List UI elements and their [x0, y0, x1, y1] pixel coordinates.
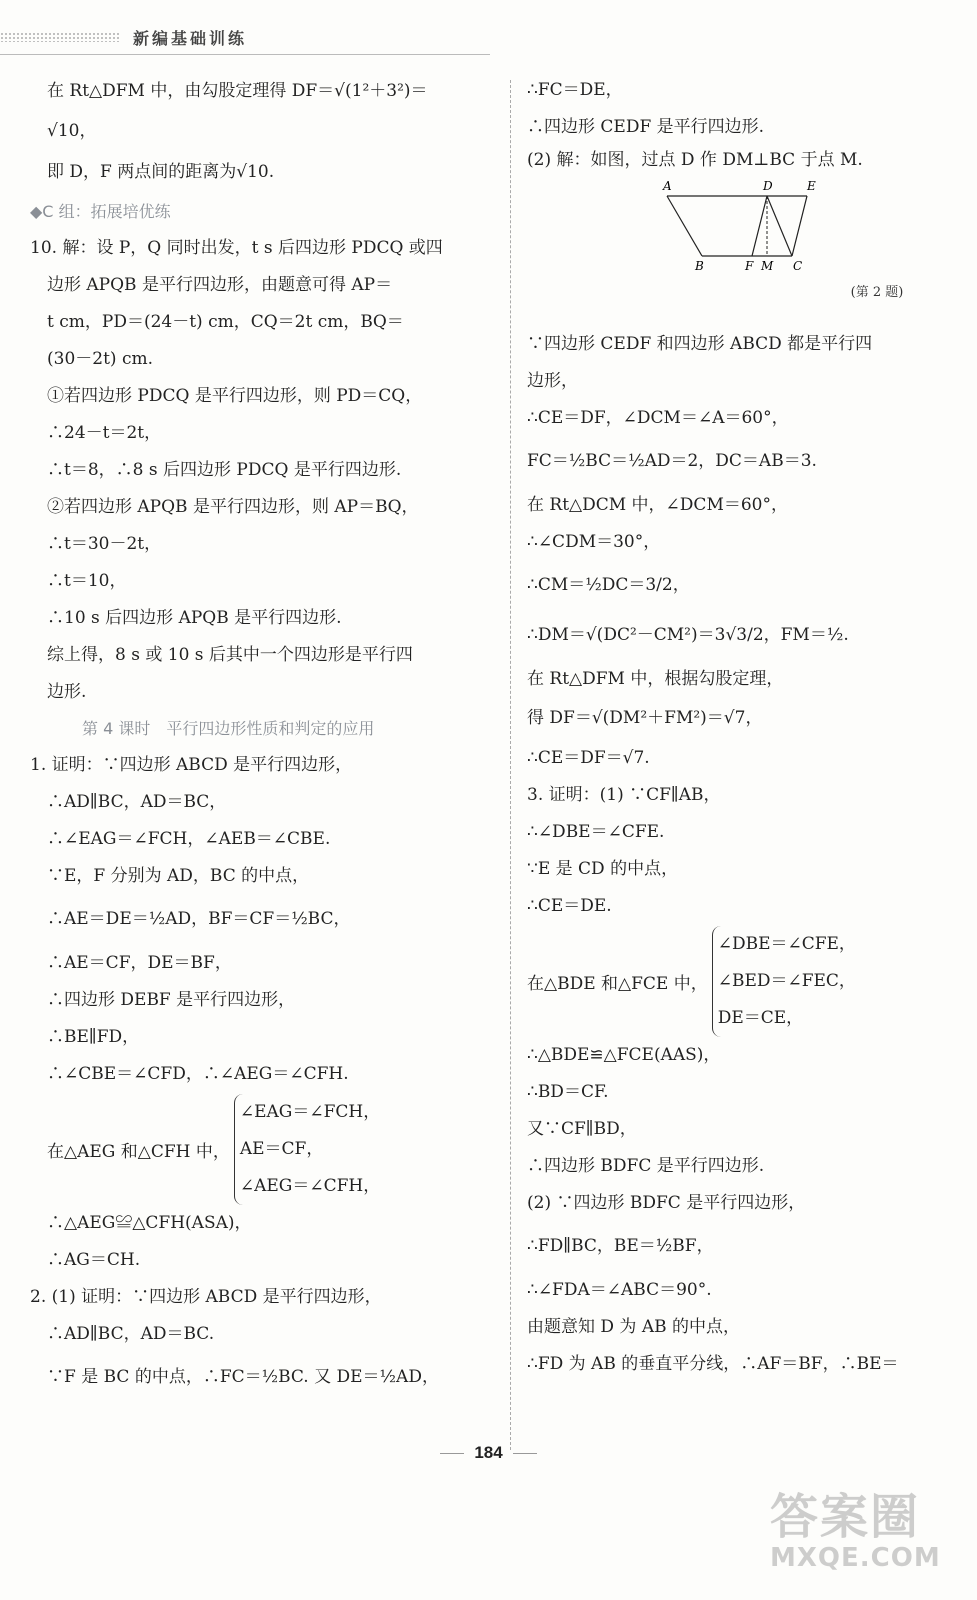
text-line: (2) ∵四边形 BDFC 是平行四边形，	[527, 1192, 806, 1213]
series-title: 新编基础训练	[133, 29, 248, 48]
text-line: 10. 解：设 P，Q 同时出发，t s 后四边形 PDCQ 或四	[30, 237, 443, 258]
figure-caption: (第 2 题)	[850, 285, 904, 300]
section-heading: ◆C 组：拓展培优练	[30, 202, 171, 221]
right-column	[527, 72, 957, 1383]
text-line: ∵E 是 CD 的中点，	[527, 858, 679, 879]
text-line: ∴t＝30－2t，	[30, 533, 162, 554]
text-line: ∴BE∥FD，	[30, 1026, 140, 1047]
brace-line: ∠EAG＝∠FCH，	[239, 1101, 381, 1122]
header-rule	[0, 54, 490, 55]
brace-line: ∠DBE＝∠CFE，	[717, 933, 856, 954]
text-line: ∵E，F 分别为 AD，BC 的中点，	[30, 865, 310, 886]
brace-system	[527, 925, 957, 1037]
figure-label-M: M	[761, 259, 774, 273]
lesson-heading: 第 4 课时 平行四边形性质和判定的应用	[82, 719, 375, 738]
column-divider	[510, 80, 511, 1450]
edge-DF	[752, 196, 767, 256]
text-line: ∴CE＝DE.	[527, 895, 612, 916]
text-line: 综上得，8 s 或 10 s 后其中一个四边形是平行四	[30, 644, 413, 665]
brace-line: ∠BED＝∠FEC，	[717, 970, 856, 991]
text-line: ∴∠CBE＝∠CFD，∴∠AEG＝∠CFH.	[30, 1063, 349, 1084]
figure-label-E: E	[807, 179, 816, 193]
brace-line: DE＝CE，	[717, 1007, 804, 1028]
text-line: ∵F 是 BC 的中点，∴FC＝½BC. 又 DE＝½AD，	[30, 1367, 439, 1388]
text-line: ①若四边形 PDCQ 是平行四边形，则 PD＝CQ，	[30, 385, 423, 406]
text-line: ∴FD 为 AB 的垂直平分线，∴AF＝BF，∴BE＝	[527, 1353, 899, 1374]
header-dots	[0, 32, 120, 42]
text-line: ∴四边形 DEBF 是平行四边形，	[30, 989, 296, 1010]
text-line: ∴△BDE≌△FCE(AAS)，	[527, 1044, 721, 1065]
text-line: 3. 证明：(1) ∵CF∥AB，	[527, 784, 721, 805]
text-line: ∴AE＝CF，DE＝BF，	[30, 952, 232, 973]
watermark-brand: 答案圈	[770, 1489, 921, 1545]
page-header	[0, 22, 490, 52]
text-line: 边形，	[527, 370, 578, 391]
watermark-logo	[770, 1478, 970, 1593]
text-line: 边形 APQB 是平行四边形，由题意可得 AP＝	[30, 274, 393, 295]
brace-line: ∠AEG＝∠CFH，	[239, 1175, 381, 1196]
text-line: ∴FD∥BC，BE＝½BF，	[527, 1236, 714, 1257]
footer-dash-right	[513, 1453, 537, 1454]
text-line: ∴FC＝DE，	[527, 79, 623, 100]
text-line: ∴∠FDA＝∠ABC＝90°.	[527, 1279, 712, 1300]
text-line: ∵四边形 CEDF 和四边形 ABCD 都是平行四	[527, 333, 873, 354]
text-line: ∴AD∥BC，AD＝BC，	[30, 791, 227, 812]
text-line: ∴t＝10，	[30, 570, 127, 591]
text-line: ∴AG＝CH.	[30, 1249, 141, 1270]
brace-items	[712, 926, 856, 1037]
text-line: 由题意知 D 为 AB 的中点，	[527, 1316, 741, 1337]
figure-parallelogram	[657, 176, 957, 326]
page-footer	[0, 1443, 977, 1463]
text-line: ∴DM＝√(DC²－CM²)＝3√3/2，FM＝½.	[527, 625, 849, 646]
text-line: ∴BD＝CF.	[527, 1081, 609, 1102]
text-line: 得 DF＝√(DM²＋FM²)＝√7，	[527, 708, 763, 729]
text-line: ∴10 s 后四边形 APQB 是平行四边形.	[30, 607, 342, 628]
text-line: ∴∠DBE＝∠CFE.	[527, 821, 665, 842]
text-line: 边形.	[30, 681, 87, 702]
text-line: ∴CM＝½DC＝3/2，	[527, 575, 690, 596]
text-line: √10，	[30, 121, 97, 142]
text-line: ∴CE＝DF＝√7.	[527, 747, 650, 768]
edge-EC	[792, 196, 807, 256]
text-line: ∴CE＝DF，∠DCM＝∠A＝60°，	[527, 407, 789, 428]
brace-prefix: 在△AEG 和△CFH 中，	[30, 1141, 230, 1162]
footer-dash-left	[440, 1453, 464, 1454]
brace-system	[30, 1093, 490, 1205]
text-line: ②若四边形 APQB 是平行四边形，则 AP＝BQ，	[30, 496, 419, 517]
figure-label-D: D	[763, 179, 773, 193]
text-line: ∴24－t＝2t，	[30, 422, 162, 443]
text-line: ∴∠CDM＝30°，	[527, 531, 661, 552]
text-line: ∴∠EAG＝∠FCH，∠AEB＝∠CBE.	[30, 828, 331, 849]
figure-label-C: C	[793, 259, 803, 273]
text-line: (30－2t) cm.	[30, 348, 153, 369]
figure-label-B: B	[695, 259, 704, 273]
text-line: 在 Rt△DFM 中，根据勾股定理，	[527, 668, 784, 689]
brace-line: AE＝CF，	[239, 1138, 324, 1159]
brace-prefix: 在△BDE 和△FCE 中，	[527, 973, 708, 994]
text-line: (2) 解：如图，过点 D 作 DM⊥BC 于点 M.	[527, 150, 863, 171]
text-line: 在 Rt△DFM 中，由勾股定理得 DF＝√(1²＋3²)＝	[30, 81, 428, 102]
edge-DC	[767, 196, 792, 256]
left-column	[30, 72, 490, 1403]
text-line: ∴t＝8，∴8 s 后四边形 PDCQ 是平行四边形.	[30, 459, 402, 480]
text-line: 2. (1) 证明：∵四边形 ABCD 是平行四边形，	[30, 1286, 382, 1307]
text-line: ∴AD∥BC，AD＝BC.	[30, 1323, 215, 1344]
text-line: 在 Rt△DCM 中，∠DCM＝60°，	[527, 494, 788, 515]
text-line: 即 D，F 两点间的距离为√10.	[30, 162, 275, 183]
watermark-url: MXQE.COM	[770, 1543, 941, 1573]
text-line: ∴四边形 BDFC 是平行四边形.	[527, 1155, 765, 1176]
figure-label-F: F	[745, 259, 754, 273]
text-line: ∴AE＝DE＝½AD，BF＝CF＝½BC，	[30, 909, 351, 930]
edge-AB	[667, 196, 702, 256]
brace-items	[234, 1094, 380, 1205]
text-line: t cm，PD＝(24－t) cm，CQ＝2t cm，BQ＝	[30, 311, 404, 332]
text-line: 又∵CF∥BD，	[527, 1118, 637, 1139]
text-line: FC＝½BC＝½AD＝2，DC＝AB＝3.	[527, 451, 817, 472]
text-line: ∴四边形 CEDF 是平行四边形.	[527, 116, 765, 137]
figure-label-A: A	[663, 179, 672, 193]
page-number: 184	[474, 1443, 503, 1462]
figure-svg	[657, 176, 837, 276]
text-line: 1. 证明：∵四边形 ABCD 是平行四边形，	[30, 754, 353, 775]
text-line: ∴△AEG≌△CFH(ASA)，	[30, 1212, 252, 1233]
